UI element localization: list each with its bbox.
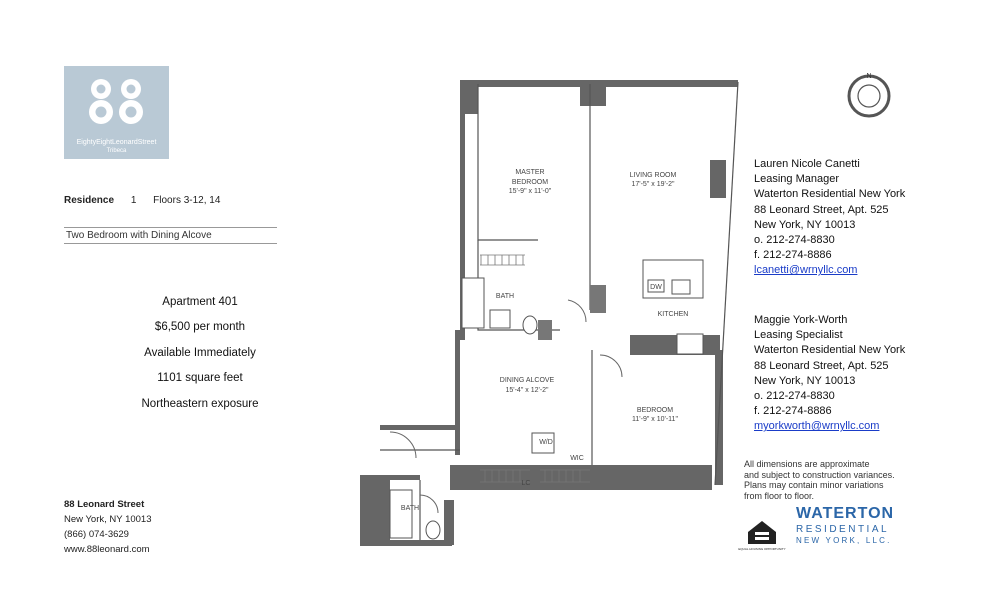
dining-alcove-dims: 15'-4" x 12'-2" [505,387,549,394]
compass-north-label: N [866,73,872,80]
brand-line-2: RESIDENTIAL [796,524,890,535]
contact-company: Waterton Residential New York [754,344,906,357]
divider-top [64,227,277,228]
building-city: New York, NY 10013 [64,514,152,525]
disclaimer-line: Plans may contain minor variations [744,480,884,490]
wd-label: W/D [539,439,553,446]
floor-plan [360,70,745,550]
building-website[interactable]: www.88leonard.com [64,544,150,555]
contact-card-2 [754,313,905,435]
eho-text: EQUAL HOUSING OPPORTUNITY [738,547,786,551]
equal-housing-icon [738,516,786,552]
lc-label: LC [521,480,531,487]
stove [677,334,703,354]
living-room-label: LIVING ROOM [629,172,677,179]
contact-office-phone: o. 212-274-8830 [754,390,835,403]
bathtub-2 [390,490,412,538]
contact-company: Waterton Residential New York [754,188,906,201]
kitchen-label: KITCHEN [657,311,689,318]
unit-type: Two Bedroom with Dining Alcove [66,230,212,241]
brand-line-3: NEW YORK, LLC. [796,536,892,545]
dining-alcove-label: DINING ALCOVE [499,377,555,384]
contact-email-link[interactable]: myorkworth@wrnyllc.com [754,420,880,433]
contact-name: Maggie York-Worth [754,314,848,326]
fixtures [390,260,703,539]
dw-label: DW [650,284,662,291]
toilet-1 [523,316,537,334]
door-columns [538,285,606,340]
eighty-eight-logo-mark [84,76,148,126]
building-address [64,497,152,557]
residence-label: Residence [64,195,115,206]
residence-number: 1 [130,195,137,206]
contact-title: Leasing Manager [754,173,840,186]
contact-street: 88 Leonard Street, Apt. 525 [754,359,889,372]
master-bedroom-label: MASTER [515,169,545,176]
sink-1 [490,310,510,328]
contact-name: Lauren Nicole Canetti [754,158,860,170]
wic-label: WIC [570,455,584,462]
residence-line [64,195,220,206]
logo-subtext: Tribeca [106,148,127,154]
brand-line-1: WATERTON [796,505,895,522]
contact-email-link[interactable]: lcanetti@wrnyllc.com [754,264,858,277]
kitchen-sink [672,280,690,294]
living-room-dims: 17'-5" x 19'-2" [631,181,675,188]
contact-office-phone: o. 212-274-8830 [754,234,835,247]
building-logo [64,66,169,159]
contact-card-1 [754,157,905,279]
master-bedroom-label-2: BEDROOM [511,179,549,186]
disclaimer [744,459,924,501]
waterton-logo [796,505,894,545]
contact-city: New York, NY 10013 [754,218,856,231]
north-compass-icon [845,70,893,118]
availability: Available Immediately [144,347,256,359]
toilet-2 [426,521,440,539]
building-phone: (866) 074-3629 [64,529,129,540]
divider-bottom [64,243,277,244]
master-bedroom-dims: 15'-9" x 11'-0" [508,188,552,195]
contact-title: Leasing Specialist [754,329,843,342]
disclaimer-line: and subject to construction variances. [744,469,895,480]
residence-floors: Floors 3-12, 14 [153,195,221,206]
building-street: 88 Leonard Street [64,499,145,510]
disclaimer-line: from floor to floor. [744,490,815,501]
contact-fax: f. 212-274-8886 [754,405,832,418]
apartment-number: Apartment 401 [162,296,238,308]
exposure: Northeastern exposure [141,398,259,410]
square-footage: 1101 square feet [157,372,243,384]
contact-street: 88 Leonard Street, Apt. 525 [754,203,889,216]
bedroom-dims: 11'-9" x 10'-11" [632,416,678,423]
contact-city: New York, NY 10013 [754,374,856,387]
bath-2-label: BATH [400,505,420,512]
disclaimer-line: All dimensions are approximate [744,459,870,469]
bedroom-label: BEDROOM [636,407,674,414]
contact-fax: f. 212-274-8886 [754,249,832,262]
bath-1-label: BATH [495,293,515,300]
bathtub-1 [462,278,484,328]
logo-text: EightyEightLeonardStreet [76,139,157,146]
price: $6,500 per month [154,321,246,333]
